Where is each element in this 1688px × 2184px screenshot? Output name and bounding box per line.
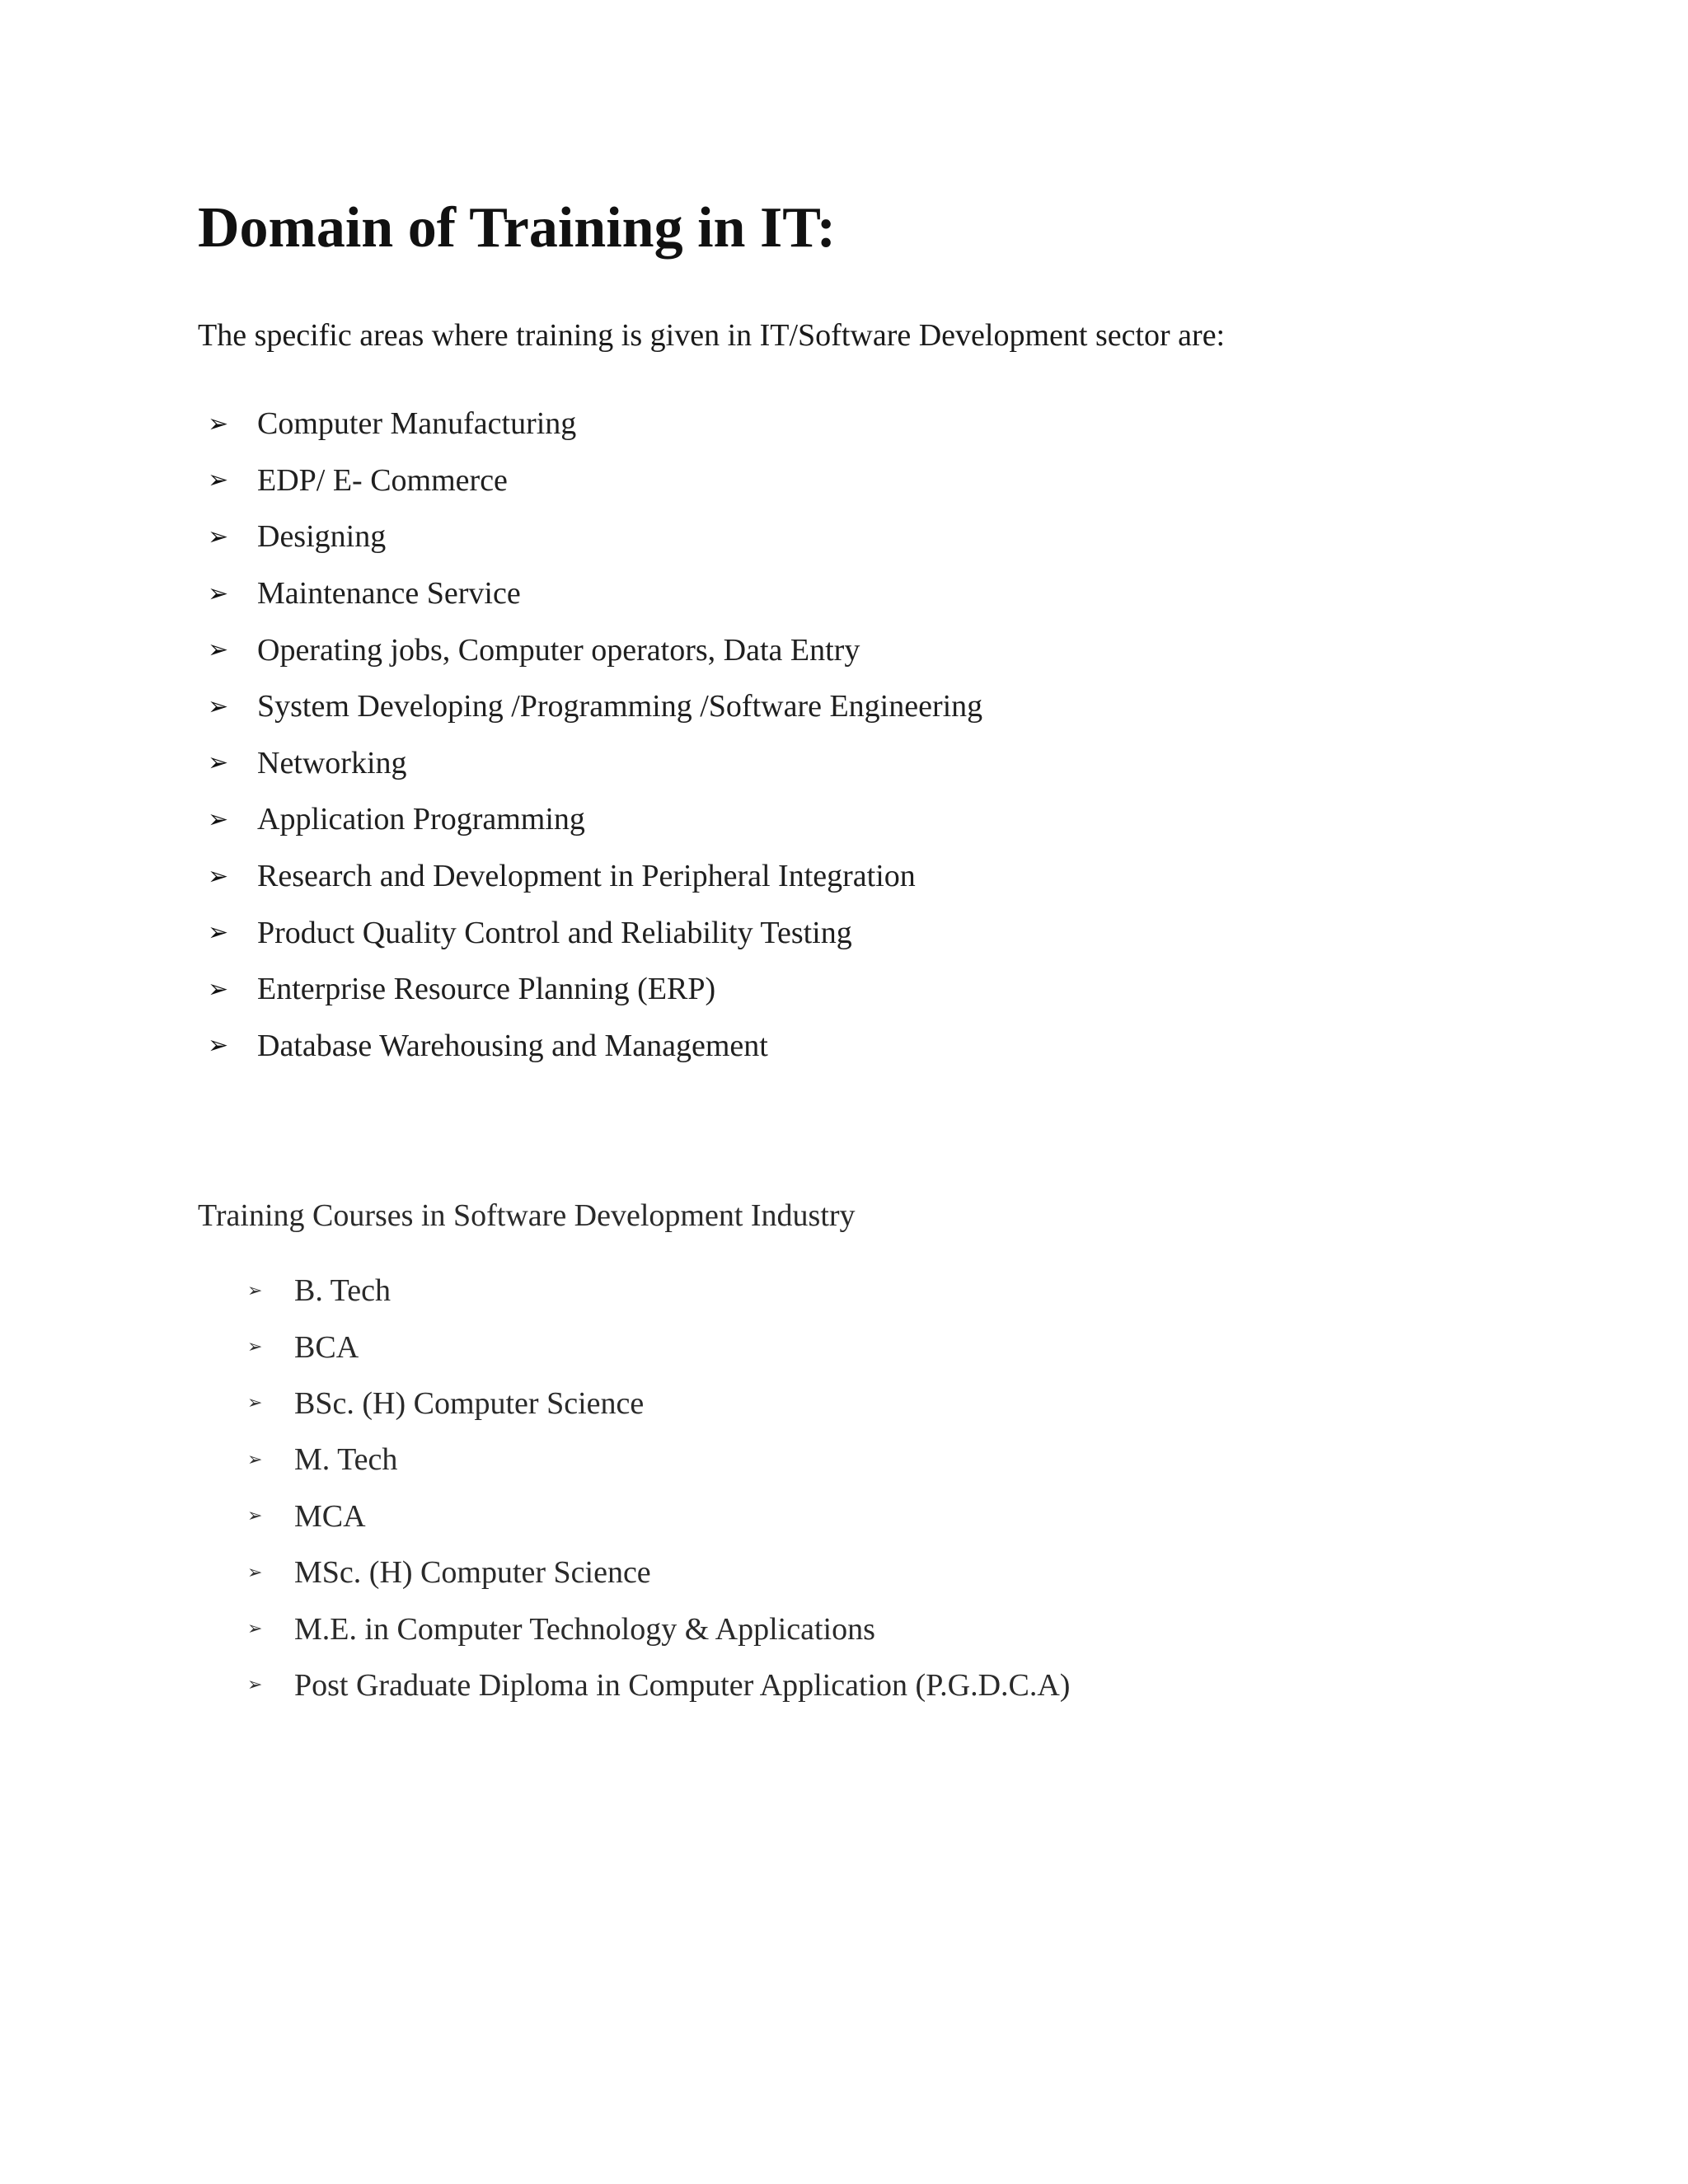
list-item bbox=[247, 1376, 1070, 1432]
arrow-bullet-icon: ➢ bbox=[247, 1280, 263, 1301]
arrow-bullet-icon: ➢ bbox=[247, 1393, 263, 1414]
list-item bbox=[208, 735, 982, 792]
list-item-text: M.E. in Computer Technology & Applications bbox=[294, 1611, 875, 1647]
training-courses-list bbox=[247, 1263, 1070, 1713]
arrow-bullet-icon: ➢ bbox=[208, 1031, 229, 1061]
arrow-bullet-icon: ➢ bbox=[208, 466, 229, 495]
arrow-bullet-icon: ➢ bbox=[247, 1562, 263, 1583]
list-item bbox=[208, 396, 982, 452]
arrow-bullet-icon: ➢ bbox=[247, 1449, 263, 1470]
list-item bbox=[247, 1488, 1070, 1544]
list-item-text: Database Warehousing and Management bbox=[257, 1028, 768, 1063]
list-item-text: MSc. (H) Computer Science bbox=[294, 1555, 651, 1591]
list-item bbox=[247, 1601, 1070, 1657]
list-item-text: System Developing /Programming /Software Engineering bbox=[257, 689, 983, 724]
list-item bbox=[208, 678, 982, 735]
list-item bbox=[208, 961, 982, 1018]
arrow-bullet-icon: ➢ bbox=[247, 1675, 263, 1696]
list-item bbox=[247, 1319, 1070, 1375]
list-item bbox=[208, 1018, 982, 1075]
arrow-bullet-icon: ➢ bbox=[208, 974, 229, 1004]
list-item-text: Post Graduate Diploma in Computer Application (P.G.D.C.A) bbox=[294, 1667, 1071, 1703]
list-item-text: Computer Manufacturing bbox=[257, 406, 577, 442]
list-item bbox=[208, 791, 982, 848]
list-item-text: Designing bbox=[257, 519, 387, 555]
list-item bbox=[247, 1263, 1070, 1319]
list-item-text: Networking bbox=[257, 745, 407, 780]
list-item-text: Operating jobs, Computer operators, Data Entry bbox=[257, 632, 860, 668]
list-item bbox=[247, 1432, 1070, 1488]
list-item-text: EDP/ E- Commerce bbox=[257, 462, 508, 498]
training-domains-list bbox=[208, 396, 982, 1074]
list-item-text: M. Tech bbox=[294, 1442, 398, 1478]
list-item bbox=[208, 509, 982, 565]
list-item bbox=[208, 565, 982, 622]
arrow-bullet-icon: ➢ bbox=[208, 748, 229, 778]
list-item-text: B. Tech bbox=[294, 1273, 391, 1309]
list-item-text: Product Quality Control and Reliability Testing bbox=[257, 915, 852, 950]
arrow-bullet-icon: ➢ bbox=[208, 861, 229, 891]
list-item-text: Application Programming bbox=[257, 802, 585, 837]
list-item bbox=[208, 904, 982, 961]
list-item bbox=[247, 1657, 1070, 1713]
arrow-bullet-icon: ➢ bbox=[208, 804, 229, 834]
arrow-bullet-icon: ➢ bbox=[208, 635, 229, 665]
list-item-text: Maintenance Service bbox=[257, 576, 521, 612]
list-item-text: BCA bbox=[294, 1329, 359, 1365]
list-item-text: Research and Development in Peripheral Integration bbox=[257, 859, 916, 894]
arrow-bullet-icon: ➢ bbox=[208, 691, 229, 721]
arrow-bullet-icon: ➢ bbox=[208, 918, 229, 948]
list-item bbox=[208, 621, 982, 678]
list-item-text: BSc. (H) Computer Science bbox=[294, 1385, 645, 1421]
arrow-bullet-icon: ➢ bbox=[247, 1506, 263, 1527]
list-item-text: Enterprise Resource Planning (ERP) bbox=[257, 972, 716, 1007]
list-item bbox=[208, 848, 982, 905]
list-item-text: MCA bbox=[294, 1498, 366, 1534]
arrow-bullet-icon: ➢ bbox=[247, 1619, 263, 1640]
arrow-bullet-icon: ➢ bbox=[208, 522, 229, 551]
arrow-bullet-icon: ➢ bbox=[208, 579, 229, 608]
arrow-bullet-icon: ➢ bbox=[208, 409, 229, 438]
list-item bbox=[208, 452, 982, 509]
intro-paragraph: The specific areas where training is given in IT/Software Development sector are: bbox=[198, 318, 1226, 353]
courses-heading: Training Courses in Software Development Industry bbox=[198, 1198, 856, 1233]
arrow-bullet-icon: ➢ bbox=[247, 1337, 263, 1358]
page-title: Domain of Training in IT: bbox=[198, 196, 837, 260]
list-item bbox=[247, 1544, 1070, 1601]
